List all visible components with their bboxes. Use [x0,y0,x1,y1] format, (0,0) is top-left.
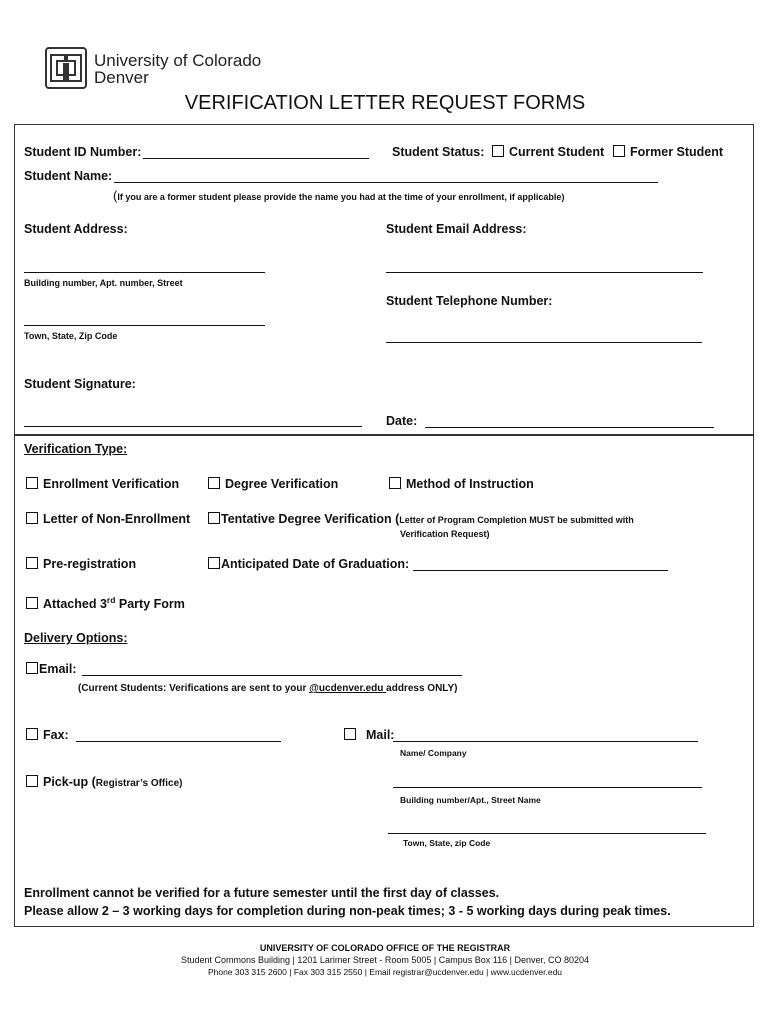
former-name-note-text: If you are a former student please provide the name you had at the time of your enrollment, if applicable) [117,192,565,202]
third-party-form-checkbox[interactable] [26,597,38,609]
pickup-delivery-option[interactable] [26,775,183,789]
student-id-label: Student ID Number: [24,145,142,159]
current-student-label: Current Student [509,145,605,159]
student-name-label: Student Name: [24,169,113,183]
address-line2-caption: Town, State, Zip Code [24,331,118,341]
mail-name-caption: Name/ Company [400,748,467,758]
pre-registration-label: Pre-registration [43,557,137,571]
date-label: Date: [386,414,418,428]
third-party-form-label-pre: Attached 3 [43,597,107,612]
email-note-pre: (Current Students: Verifications are sent to your [78,683,310,694]
page-title: VERIFICATION LETTER REQUEST FORMS [184,92,586,114]
footer-office: UNIVERSITY OF COLORADO OFFICE OF THE REGISTRAR [259,943,511,953]
enrollment-verification-checkbox[interactable] [26,477,38,489]
email-delivery-label: Email: [39,662,77,676]
non-enrollment-option[interactable] [26,512,190,526]
email-delivery-input[interactable] [82,675,462,676]
enrollment-verification-label: Enrollment Verification [43,477,180,491]
anticipated-graduation-input[interactable] [413,570,668,571]
degree-verification-checkbox[interactable] [208,477,220,489]
student-signature-label: Student Signature: [24,377,136,391]
current-student-option[interactable] [492,145,604,159]
verification-type-heading: Verification Type: [24,442,128,456]
address-line1-input[interactable] [24,272,265,273]
enrollment-verification-option[interactable] [26,477,179,491]
email-note-post: address ONLY) [386,683,458,694]
method-of-instruction-checkbox[interactable] [389,477,401,489]
former-student-checkbox[interactable] [613,145,625,157]
pickup-delivery-checkbox[interactable] [26,775,38,787]
pickup-delivery-label: Pick-up ( [43,775,96,789]
university-line2: Denver [94,68,149,87]
tentative-degree-option[interactable] [208,512,634,526]
email-delivery-checkbox[interactable] [26,662,38,674]
university-line1: University of Colorado [94,51,262,70]
anticipated-graduation-option[interactable] [208,557,409,571]
email-note-domain: @ucdenver.edu [309,683,387,694]
third-party-form-option[interactable] [26,595,185,611]
student-phone-label: Student Telephone Number: [386,294,553,308]
former-student-label: Former Student [630,145,724,159]
former-name-note [113,187,564,205]
tentative-degree-label: Tentative Degree Verification ( [221,512,400,526]
university-name [94,52,261,86]
mail-delivery-option[interactable] [344,728,394,742]
email-delivery-option[interactable] [26,662,77,676]
tentative-degree-note2: Verification Request) [400,529,490,539]
delivery-options-heading: Delivery Options: [24,631,128,645]
student-name-input[interactable] [114,182,658,183]
address-line2-input[interactable] [24,325,265,326]
student-address-label: Student Address: [24,222,128,236]
student-phone-input[interactable] [386,342,702,343]
student-signature-input[interactable] [24,426,362,427]
note-line2: Please allow 2 – 3 working days for completion during non-peak times; 3 - 5 working days during peak times. [24,904,671,918]
tentative-degree-note1: Letter of Program Completion MUST be submitted with [399,515,634,525]
pre-registration-option[interactable] [26,557,136,571]
request-frame [14,434,754,927]
student-status-label: Student Status: [392,145,485,159]
degree-verification-option[interactable] [208,477,338,491]
student-email-input[interactable] [386,272,703,273]
method-of-instruction-label: Method of Instruction [406,477,534,491]
email-delivery-note [78,683,457,694]
pickup-delivery-note: Registrar’s Office) [95,778,183,789]
fax-delivery-input[interactable] [76,741,281,742]
fax-delivery-label: Fax: [43,728,69,742]
cu-logo-icon [45,47,87,89]
footer-address: Student Commons Building | 1201 Larimer Street - Room 5005 | Campus Box 116 | Denver, CO 80204 [180,955,590,965]
anticipated-graduation-checkbox[interactable] [208,557,220,569]
degree-verification-label: Degree Verification [225,477,339,491]
mail-building-input[interactable] [393,787,702,788]
mail-building-caption: Building number/Apt., Street Name [400,795,541,805]
fax-delivery-checkbox[interactable] [26,728,38,740]
mail-town-caption: Town, State, zip Code [403,838,491,848]
tentative-degree-checkbox[interactable] [208,512,220,524]
note-line1: Enrollment cannot be verified for a future semester until the first day of classes. [24,886,500,900]
pre-registration-checkbox[interactable] [26,557,38,569]
mail-name-input[interactable] [393,741,698,742]
former-student-option[interactable] [613,145,723,159]
student-email-label: Student Email Address: [386,222,527,236]
third-party-form-sup: rd [106,595,116,605]
mail-delivery-checkbox[interactable] [344,728,356,740]
anticipated-graduation-label: Anticipated Date of Graduation: [221,557,410,571]
footer-contact: Phone 303 315 2600 | Fax 303 315 2550 | Email registrar@ucdenver.edu | www.ucdenver.edu [207,967,563,977]
address-line1-caption: Building number, Apt. number, Street [24,278,183,288]
note-paren: ( [113,188,118,203]
mail-delivery-label: Mail: [366,728,395,742]
current-student-checkbox[interactable] [492,145,504,157]
date-input[interactable] [425,427,714,428]
mail-town-input[interactable] [388,833,706,834]
non-enrollment-label: Letter of Non-Enrollment [43,512,191,526]
student-id-input[interactable] [143,158,369,159]
non-enrollment-checkbox[interactable] [26,512,38,524]
method-of-instruction-option[interactable] [389,477,534,491]
fax-delivery-option[interactable] [26,728,69,742]
third-party-form-label-post: Party Form [115,597,185,612]
